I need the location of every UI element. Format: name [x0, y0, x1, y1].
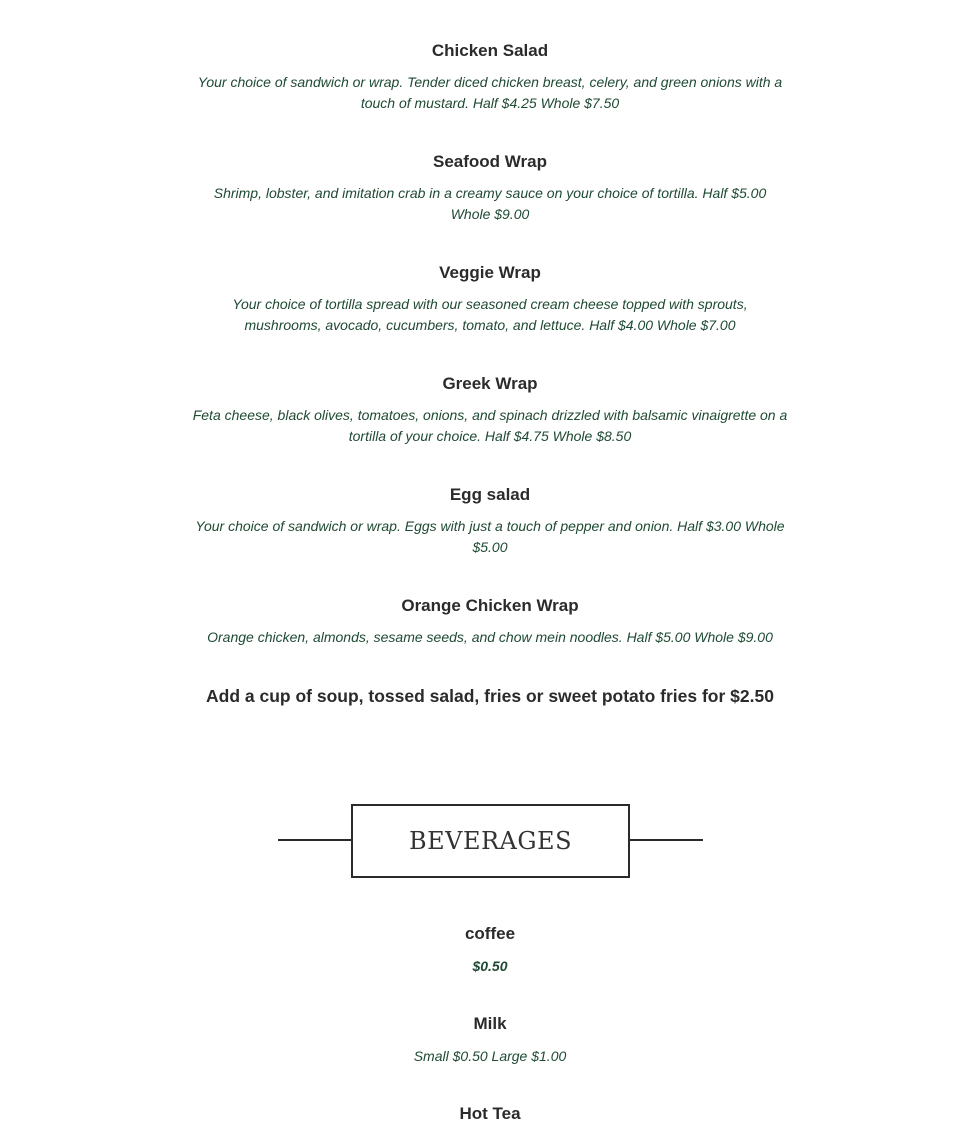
menu-item-orange-chicken-wrap — [180, 595, 800, 648]
item-name: Egg salad — [449, 485, 531, 504]
section-title-box — [351, 804, 630, 878]
item-description: Your choice of sandwich or wrap. Tender diced chicken breast, celery, and green onions with a touch of mustard. Half $4.25 Whole $7.50 — [197, 74, 783, 111]
item-name: Hot Tea — [459, 1104, 521, 1123]
item-name: Greek Wrap — [442, 374, 538, 393]
item-description: Feta cheese, black olives, tomatoes, onions, and spinach drizzled with balsamic vinaigrette on a tortilla of your choice. Half $4.75 Whole $8.50 — [192, 407, 788, 444]
item-name: Milk — [473, 1014, 507, 1033]
menu-item-chicken-salad — [180, 40, 800, 114]
item-name: Chicken Salad — [431, 41, 549, 60]
previous-item-description-cut — [0, 0, 965, 10]
menu-item-veggie-wrap — [180, 262, 800, 336]
menu-item-egg-salad — [180, 484, 800, 558]
item-description: Shrimp, lobster, and imitation crab in a creamy sauce on your choice of tortilla. Half $5.00 Whole $9.00 — [213, 185, 767, 222]
menu-item-seafood-wrap — [180, 151, 800, 225]
header-rule-right — [629, 839, 703, 841]
menu-item-greek-wrap — [180, 373, 800, 447]
item-name: coffee — [464, 924, 516, 943]
header-rule-left — [278, 839, 352, 841]
beverage-item-coffee — [180, 923, 800, 977]
beverages-section-header — [278, 804, 703, 877]
item-description: Orange chicken, almonds, sesame seeds, and chow mein noodles. Half $5.00 Whole $9.00 — [207, 629, 773, 645]
item-name: Veggie Wrap — [439, 263, 541, 282]
item-description: Your choice of tortilla spread with our seasoned cream cheese topped with sprouts, mushrooms, avocado, cucumbers, tomato, and lettuce. Half $4.00 Whole $7.00 — [232, 296, 748, 333]
item-description: Your choice of sandwich or wrap. Eggs with just a touch of pepper and onion. Half $3.00 Whole $5.00 — [195, 518, 785, 555]
addon-note: Add a cup of soup, tossed salad, fries or sweet potato fries for $2.50 — [206, 686, 774, 706]
beverage-item-milk — [180, 1013, 800, 1067]
section-title: BEVERAGES — [408, 827, 573, 855]
item-price: Small $0.50 Large $1.00 — [413, 1048, 567, 1064]
item-price: $0.50 — [472, 958, 508, 974]
beverage-item-hot-tea — [180, 1103, 800, 1125]
item-name: Orange Chicken Wrap — [401, 596, 579, 615]
item-name: Seafood Wrap — [433, 152, 547, 171]
